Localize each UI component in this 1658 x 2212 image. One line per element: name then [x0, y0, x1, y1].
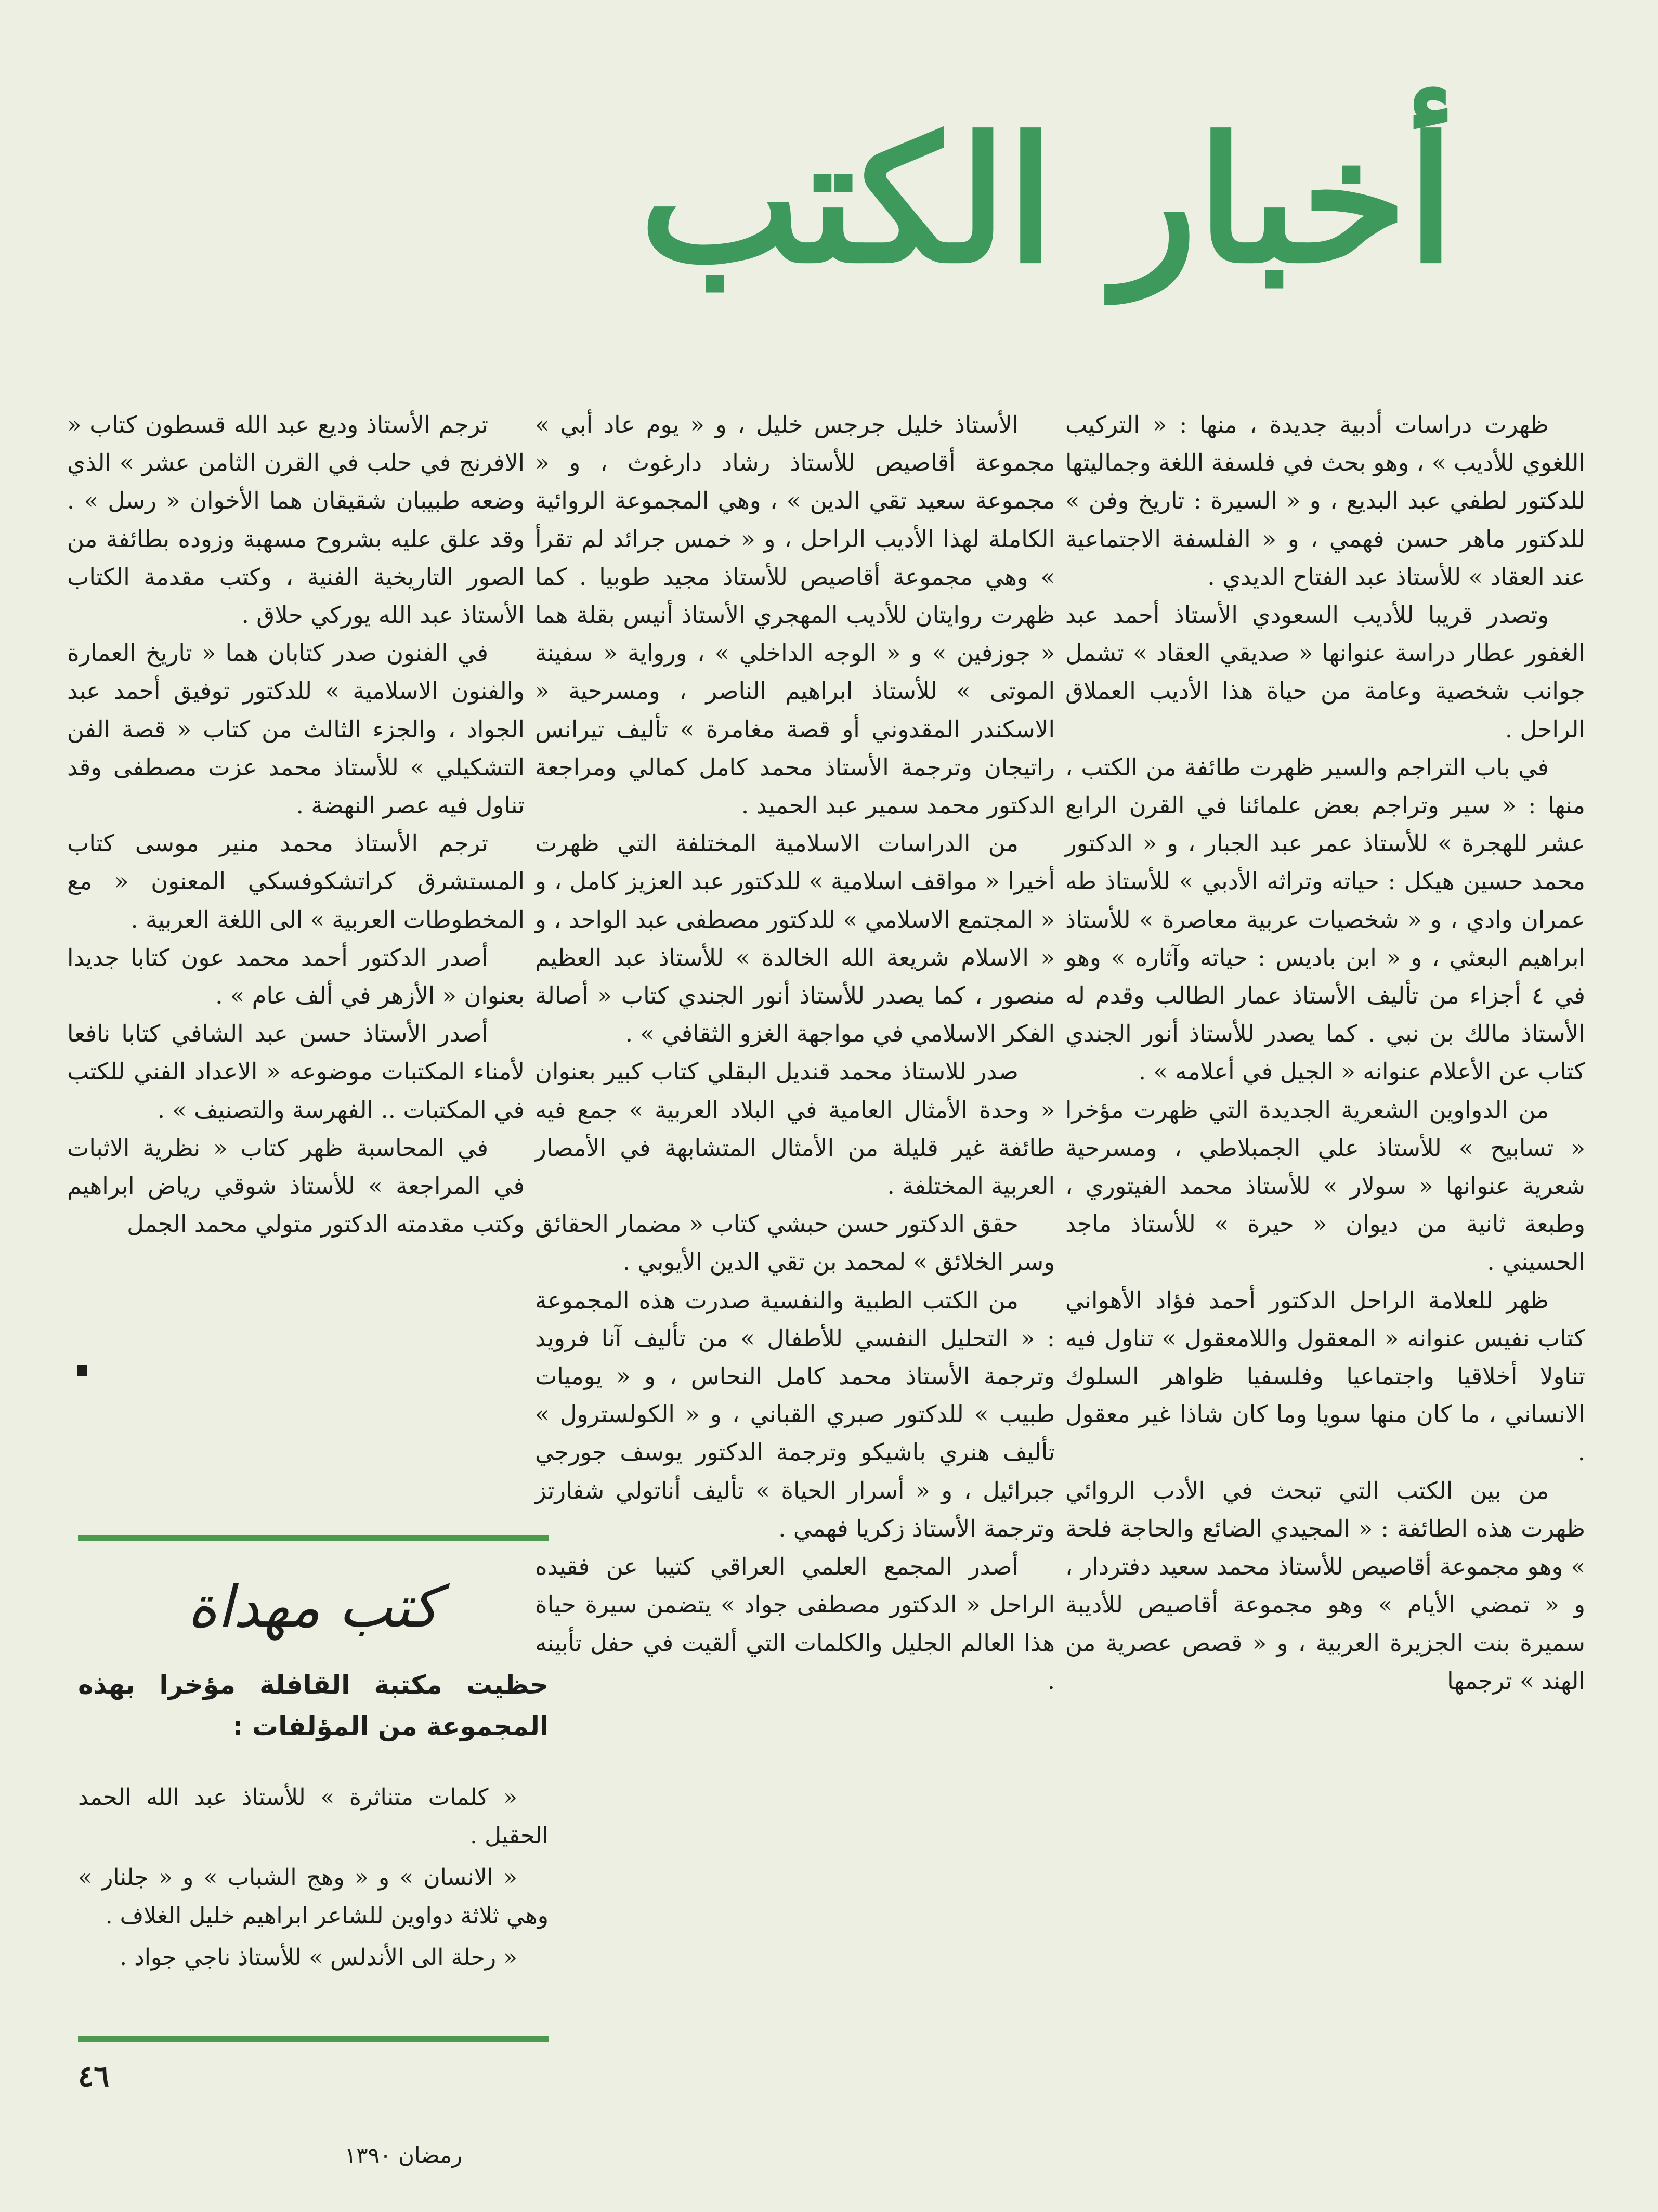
paragraph: من الدراسات الاسلامية المختلفة التي ظهرت أخيرا « مواقف اسلامية » للدكتور عبد العزيز كامل ، و « المجتمع الاسلامي » للدكتور مصطفى عبد الواحد ، و « الاسلام شريعة الله الخالدة » للأستاذ عبد العظيم منصور ، كما يصدر للأستاذ أنور الجندي كتاب « أصالة الفكر الاسلامي في مواجهة الغزو الثقافي » .	[535, 829, 1055, 1048]
paragraph: ظهر للعلامة الراحل الدكتور أحمد فؤاد الأهواني كتاب نفيس عنوانه « المعقول واللامعقول » تناول فيه تناولا أخلاقيا واجتماعيا وفلسفيا ظواهر السلوك الانساني ، ما كان منها سويا وما كان شاذا غير معقول .	[1065, 1286, 1585, 1466]
gifted-book-item: « رحلة الى الأندلس » للأستاذ ناجي جواد .	[120, 1944, 517, 1971]
gifted-book-item: « كلمات متناثرة » للأستاذ عبد الله الحمد الحقيل .	[78, 1784, 549, 1849]
paragraph: في باب التراجم والسير ظهرت طائفة من الكتب ، منها : « سير وتراجم بعض علمائنا في القرن الرابع عشر للهجرة » للأستاذ عمر عبد الجبار ، و « الدكتور محمد حسين هيكل : حياته وتراثه الأدبي » للأستاذ طه عمران وادي ، و « شخصيات عربية معاصرة » للأستاذ ابراهيم البعثي ، و « ابن باديس : حياته وآثاره » وهو في ٤ أجزاء من تأليف الأستاذ عمار الطالب وقدم له الأستاذ مالك بن نبي . كما يصدر للأستاذ أنور الجندي كتاب عن الأعلام عنوانه « الجيل في أعلامه » .	[1065, 753, 1585, 1086]
paragraph: من الدواوين الشعرية الجديدة التي ظهرت مؤخرا « تسابيح » للأستاذ علي الجمبلاطي ، ومسرحية شعرية عنوانها « سولار » للأستاذ محمد الفيتوري ، وطبعة ثانية من ديوان « حيرة » للأستاذ ماجد الحسيني .	[1065, 1096, 1585, 1276]
paragraph: ترجم الأستاذ محمد منير موسى كتاب المستشرق كراتشكوفسكي المعنون « مع المخطوطات العربية » الى اللغة العربية .	[67, 829, 525, 933]
paragraph: أصدر الدكتور أحمد محمد عون كتابا جديدا بعنوان « الأزهر في ألف عام » .	[67, 943, 525, 1010]
article-column-middle	[535, 406, 1055, 1700]
paragraph: الأستاذ خليل جرجس خليل ، و « يوم عاد أبي » مجموعة أقاصيص للأستاذ رشاد دارغوث ، و « مجموعة سعيد تقي الدين » ، وهي المجموعة الروائية الكاملة لهذا الأديب الراحل ، و « خمس جرائد لم تقرأ » وهي مجموعة أقاصيص للأستاذ مجيد طوبيا . كما ظهرت روايتان للأديب المهجري الأستاذ أنيس بقلة هما « جوزفين » و « الوجه الداخلي » ، ورواية « سفينة الموتى » للأستاذ ابراهيم الناصر ، ومسرحية « الاسكندر المقدوني أو قصة مغامرة » تأليف تيرانس راتيجان وترجمة الأستاذ محمد كامل كمالي ومراجعة الدكتور محمد سمير عبد الحميد .	[535, 411, 1055, 819]
paragraph: ترجم الأستاذ وديع عبد الله قسطون كتاب « الافرنج في حلب في القرن الثامن عشر » الذي وضعه طبيبان شقيقان هما الأخوان « رسل » . وقد علق عليه بشروح مسهبة وزوده بطائفة من الصور التاريخية الفنية ، وكتب مقدمة الكتاب الأستاذ عبد الله يوركي حلاق .	[67, 411, 525, 629]
gifted-book-item: « الانسان » و « وهج الشباب » و « جلنار » وهي ثلاثة دواوين للشاعر ابراهيم خليل الغلاف .	[78, 1864, 549, 1929]
paragraph: ظهرت دراسات أدبية جديدة ، منها : « التركيب اللغوي للأديب » ، وهو بحث في فلسفة اللغة وجماليتها للدكتور لطفي عبد البديع ، و « السيرة : تاريخ وفن » للدكتور ماهر حسن فهمي ، و « الفلسفة الاجتماعية عند العقاد » للأستاذ عبد الفتاح الديدي .	[1065, 411, 1585, 591]
gifted-books-intro: حظيت مكتبة القافلة مؤخرا بهذه المجموعة من المؤلفات :	[78, 1670, 549, 1741]
page-number: ٤٦	[78, 2059, 110, 2093]
gifted-books-title: كتب مهداة	[187, 1573, 439, 1640]
paragraph: من الكتب الطبية والنفسية صدرت هذه المجموعة : « التحليل النفسي للأطفال » من تأليف آنا فرويد وترجمة الأستاذ محمد كامل النحاس ، و « يوميات طبيب » للدكتور صبري القباني ، و « الكولسترول » تأليف هنري باشيكو وترجمة الدكتور يوسف جورجي جبرائيل ، و « أسرار الحياة » تأليف أناتولي شفارتز وترجمة الأستاذ زكريا فهمي .	[535, 1286, 1055, 1542]
divider-top	[78, 1535, 549, 1541]
paragraph: حقق الدكتور حسن حبشي كتاب « مضمار الحقائق وسر الخلائق » لمحمد بن تقي الدين الأيوبي .	[535, 1210, 1055, 1276]
paragraph: وتصدر قريبا للأديب السعودي الأستاذ أحمد عبد الغفور عطار دراسة عنوانها « صديقي العقاد » تشمل جوانب شخصية وعامة من حياة هذا الأديب العملاق الراحل .	[1065, 601, 1585, 743]
paragraph: صدر للاستاذ محمد قنديل البقلي كتاب كبير بعنوان « وحدة الأمثال العامية في البلاد العربية » جمع فيه طائفة غير قليلة من الأمثال المتشابهة في الأمصار العربية المختلفة .	[535, 1058, 1055, 1200]
article-column-right	[1065, 406, 1585, 1700]
gifted-books-list	[78, 1778, 549, 1980]
section-title: أخبار الكتب	[639, 99, 1455, 301]
paragraph: أصدر الأستاذ حسن عبد الشافي كتابا نافعا لأمناء المكتبات موضوعه « الاعداد الفني للكتب في المكتبات .. الفهرسة والتصنيف » .	[67, 1020, 525, 1124]
paragraph: في المحاسبة ظهر كتاب « نظرية الاثبات في المراجعة » للأستاذ شوقي رياض ابراهيم وكتب مقدمته الدكتور متولي محمد الجمل	[67, 1134, 525, 1238]
end-of-article-mark	[77, 1365, 87, 1376]
divider-bottom	[78, 2036, 549, 2042]
issue-date: رمضان ١٣٩٠	[344, 2142, 462, 2168]
paragraph: من بين الكتب التي تبحث في الأدب الروائي ظهرت هذه الطائفة : « المجيدي الضائع والحاجة فلحة » وهو مجموعة أقاصيص للأستاذ محمد سعيد دفتردار ، و « تمضي الأيام » وهو مجموعة أقاصيص للأديبة سميرة بنت الجزيرة العربية ، و « قصص عصرية من الهند » ترجمها	[1065, 1476, 1585, 1695]
paragraph: أصدر المجمع العلمي العراقي كتيبا عن فقيده الراحل « الدكتور مصطفى جواد » يتضمن سيرة حياة هذا العالم الجليل والكلمات التي ألقيت في حفل تأبينه .	[535, 1553, 1055, 1695]
paragraph: في الفنون صدر كتابان هما « تاريخ العمارة والفنون الاسلامية » للدكتور توفيق أحمد عبد الجواد ، والجزء الثالث من كتاب « قصة الفن التشكيلي » للأستاذ محمد عزت مصطفى وقد تناول فيه عصر النهضة .	[67, 639, 525, 819]
article-column-left	[67, 406, 525, 1243]
